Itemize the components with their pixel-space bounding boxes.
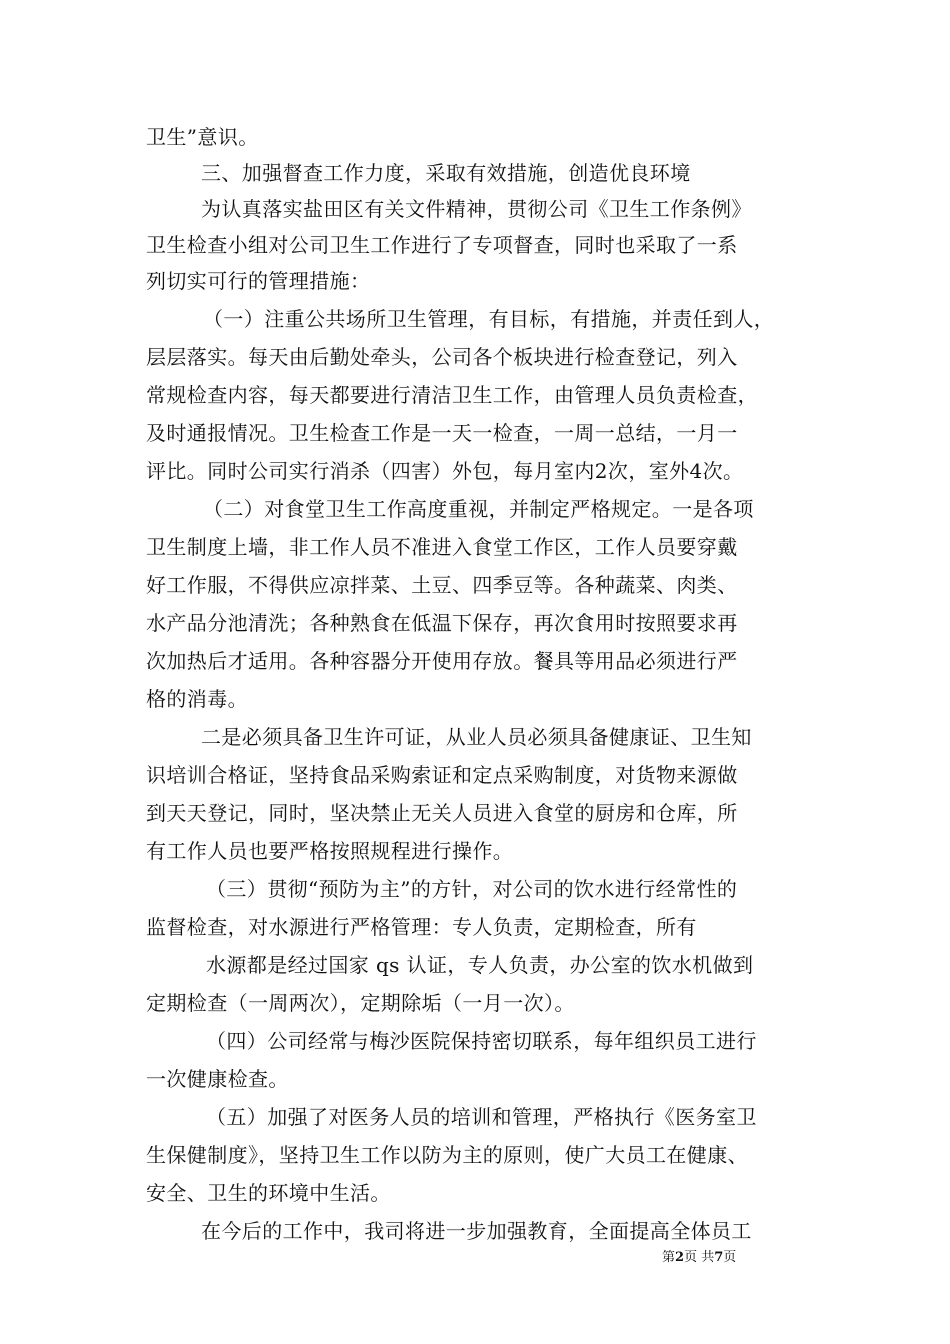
text-line: 识培训合格证，坚持食品采购索证和定点采购制度，对货物来源做	[146, 763, 738, 787]
text-line: 生保健制度》，坚持卫生工作以防为主的原则，使广大员工在健康、	[146, 1143, 748, 1167]
footer-middle: 页 共	[684, 1250, 715, 1265]
current-page-number: 2	[675, 1250, 685, 1265]
text-line: 层层落实。每天由后勤处牵头，公司各个板块进行检查登记，列入	[146, 345, 738, 369]
text-line: 卫生制度上墙，非工作人员不准进入食堂工作区，工作人员要穿戴	[146, 535, 738, 559]
text-line: 水源都是经过国家 qs 认证，专人负责，办公室的饮水机做到	[206, 953, 754, 977]
text-line: 好工作服，不得供应凉拌菜、土豆、四季豆等。各种蔬菜、肉类、	[146, 573, 738, 597]
text-line: 列切实可行的管理措施：	[146, 269, 371, 293]
page-number-footer	[662, 1250, 736, 1266]
text-line: 卫生”意识。	[146, 125, 259, 149]
text-line: 在今后的工作中，我司将进一步加强教育，全面提高全体员工	[201, 1219, 752, 1243]
text-line: 及时通报情况。卫生检查工作是一天一检查，一周一总结，一月一	[146, 421, 738, 445]
text-line: （三）贯彻“预防为主”的方针，对公司的饮水进行经常性的	[206, 877, 738, 901]
footer-prefix: 第	[662, 1250, 676, 1265]
text-line: 二是必须具备卫生许可证，从业人员必须具备健康证、卫生知	[201, 725, 752, 749]
text-line: （四）公司经常与梅沙医院保持密切联系，每年组织员工进行	[206, 1029, 757, 1053]
text-line: 次加热后才适用。各种容器分开使用存放。餐具等用品必须进行严	[146, 649, 738, 673]
text-line: 定期检查（一周两次），定期除垢（一月一次）。	[146, 991, 575, 1015]
text-line: 卫生检查小组对公司卫生工作进行了专项督查，同时也采取了一系	[146, 233, 738, 257]
text-line: 水产品分池清洗；各种熟食在低温下保存，再次食用时按照要求再	[146, 611, 738, 635]
section-heading: 三、加强督查工作力度，采取有效措施，创造优良环境	[201, 161, 691, 185]
text-line: 有工作人员也要严格按照规程进行操作。	[146, 839, 514, 863]
text-line: （一）注重公共场所卫生管理，有目标，有措施，并责任到人，	[203, 307, 775, 331]
footer-suffix: 页	[723, 1250, 737, 1265]
text-line: 常规检查内容，每天都要进行清洁卫生工作，由管理人员负责检查，	[146, 383, 758, 407]
text-line: 格的消毒。	[146, 687, 248, 711]
text-line: 到天天登记，同时，坚决禁止无关人员进入食堂的厨房和仓库，所	[146, 801, 738, 825]
text-line: （二）对食堂卫生工作高度重视，并制定严格规定。一是各项	[203, 497, 754, 521]
text-line: 一次健康检查。	[146, 1067, 289, 1091]
text-line: （五）加强了对医务人员的培训和管理，严格执行《医务室卫	[206, 1105, 757, 1129]
text-line: 评比。同时公司实行消杀（四害）外包，每月室内2次，室外4次。	[146, 459, 744, 483]
text-line: 为认真落实盐田区有关文件精神，贯彻公司《卫生工作条例》	[201, 197, 752, 221]
text-line: 安全、卫生的环境中生活。	[146, 1181, 391, 1205]
total-pages-number: 7	[714, 1250, 724, 1265]
text-line: 监督检查，对水源进行严格管理：专人负责，定期检查，所有	[146, 915, 697, 939]
